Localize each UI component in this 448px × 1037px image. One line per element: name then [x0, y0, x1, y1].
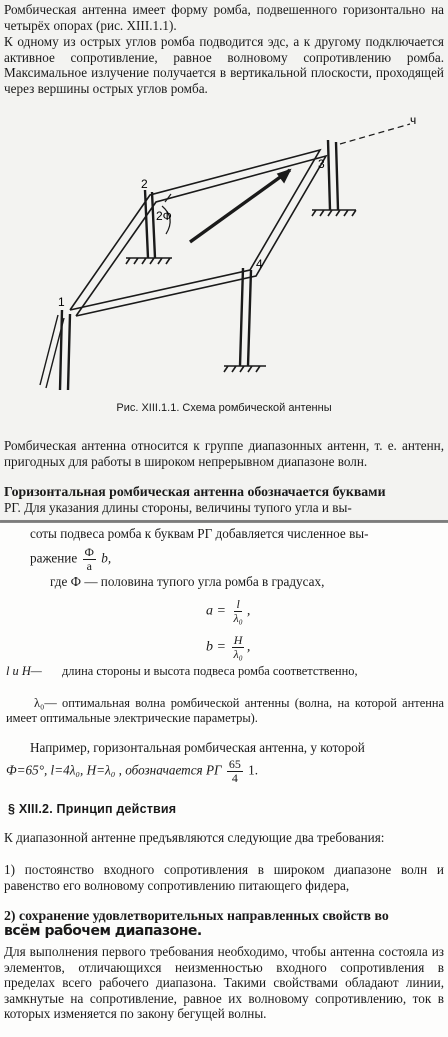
mast-1 — [60, 310, 70, 390]
label-node-2: 2 — [141, 177, 148, 191]
first-requirement-explanation: Для выполнения первого требования необходимо, чтобы антенна состояла из элементов, отличающихся неизменностью входного сопротивления в пределах всего рабочего диапазона. Такими свойствами обладают линии, замкнутые на сопротивление, равное их волновому сопротивлению, ток в которых изменяется по закону бегущей волны. — [4, 944, 444, 1022]
label-angle: 2Ф — [156, 209, 172, 223]
definition-l-h: l и H— длина стороны и высота подвеса ромба соответственно, — [6, 664, 358, 678]
wave-arrow-head — [278, 170, 290, 182]
expression-suffix: b, — [101, 550, 112, 566]
section-heading: § XIII.2. Принцип действия — [8, 802, 177, 816]
formula-a: a = $\frac{l}{\text{λ₀}}$ , — [206, 597, 251, 625]
example-line-1: Например, горизонтальная ромбическая антенна, у которой — [30, 740, 365, 755]
rhombic-antenna-figure — [0, 110, 448, 400]
mast-2 — [145, 190, 155, 258]
paragraph-intro: Ромбическая антенна имеет форму ромба, подвешенного горизонтально на четырёх опорах (рис. XIII.1.1). — [4, 2, 444, 33]
label-beam: ч — [410, 113, 417, 127]
paragraph-designation-a: Горизонтальная ромбическая антенна обозначается буквами — [4, 484, 386, 499]
mast-3 — [328, 140, 338, 210]
line-continuation: соты подвеса ромба к буквам РГ добавляется численное вы- — [30, 526, 369, 541]
mast-4 — [240, 268, 251, 366]
expression-prefix: ражение — [30, 550, 78, 566]
line-phi-definition: где Ф — половина тупого угла ромба в градусах, — [50, 574, 325, 589]
beam-direction-line — [340, 124, 410, 144]
label-node-3: 3 — [318, 157, 325, 171]
line-expression — [30, 546, 444, 573]
requirement-2: 2) сохранение удовлетворительных направленных свойств во — [4, 908, 389, 923]
requirement-1: 1) постоянство входного сопротивления в широком диапазоне волн и равенство его волновому сопротивлению питающего фидера, — [4, 862, 444, 893]
formula-b: b = $\frac{H}{\text{λ₀}}$ , — [206, 633, 251, 661]
ground-hatch-4 — [224, 366, 266, 372]
ground-hatch-3 — [312, 210, 356, 216]
fraction-phi-a: $\frac{Ф}{а}$ — [84, 545, 94, 573]
paragraph-designation-b: РГ. Для указания длины стороны, величины тупого угла и вы- — [4, 500, 352, 515]
label-node-4: 4 — [256, 257, 263, 271]
label-node-1: 1 — [58, 295, 65, 309]
definition-lambda: λ₀— оптимальная волна ромбической антенны (волна, на которой антенна имеет оптимальные электрические параметры). — [6, 696, 444, 725]
requirements-intro: К диапазонной антенне предъявляются следующие два требования: — [4, 830, 385, 845]
ground-hatch-2 — [126, 258, 172, 264]
requirement-2-cont: всём рабочем диапазоне. — [4, 923, 202, 939]
paragraph-feed: К одному из острых углов ромба подводится эдс, а к другому подключается активное сопротивление, равное волновому сопротивлению ромба. Максимальное излучение получается в вертикальной плоскости, проходящей через вершины острых углов ромба. — [4, 34, 444, 96]
example-line-2: Ф=65°, l=4λ₀, H=λ₀ , обозначается РГ $\frac{65}{4}$ 1. — [6, 757, 259, 785]
paragraph-band-antenna: Ромбическая антенна относится к группе диапазонных антенн, т. е. антенн, пригодных для работы в широком непрерывном диапазоне волн. — [4, 438, 444, 469]
figure-caption: Рис. XIII.1.1. Схема ромбической антенны — [116, 402, 332, 414]
page-seam — [0, 520, 448, 523]
fraction-65-4: $\frac{65}{4}$ — [228, 757, 241, 785]
